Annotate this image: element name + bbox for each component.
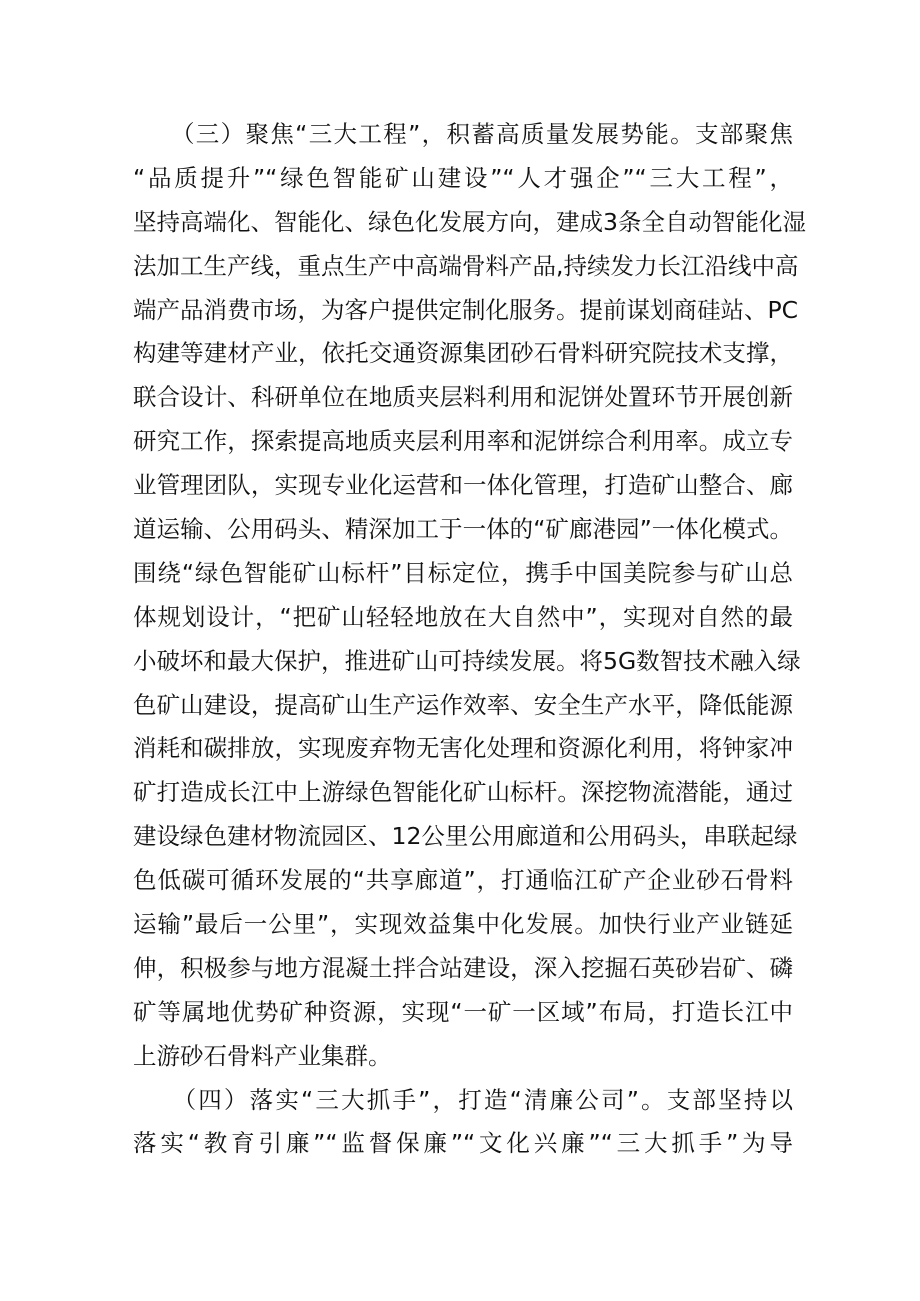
text-line: 业管理团队，实现专业化运营和一体化管理，打造矿山整合、廊 [133,471,793,500]
text-line: 矿打造成长江中上游绿色智能化矿山标杆。深挖物流潜能，通过 [133,778,793,807]
text-line: 研究工作，探索提高地质夹层利用率和泥饼综合利用率。成立专 [133,427,793,456]
text-line: 端产品消费市场，为客户提供定制化服务。提前谋划商硅站、PC [133,295,799,324]
text-line: 运输”最后一公里”，实现效益集中化发展。加快行业产业链延 [133,910,793,939]
text-line: 体规划设计，“把矿山轻轻地放在大自然中”，实现对自然的最 [133,602,793,631]
paragraph-end-line: 上游砂石骨料产业集群。 [133,1041,392,1070]
text-line: 道运输、公用码头、精深加工于一体的“矿廊港园”一体化模式。 [133,515,793,544]
text-line: 坚持高端化、智能化、绿色化发展方向，建成3条全自动智能化湿 [133,207,806,236]
text-line: 法加工生产线，重点生产中高端骨料产品,持续发力长江沿线中高 [133,251,799,280]
text-line: 围绕“绿色智能矿山标杆”目标定位，携手中国美院参与矿山总 [133,558,793,587]
paragraph-3-heading-line: （三）聚焦“三大工程”，积蓄高质量发展势能。支部聚焦 [133,120,793,148]
text-line: 色矿山建设，提高矿山生产运作效率、安全生产水平，降低能源 [133,690,793,719]
text-line: 消耗和碳排放，实现废弃物无害化处理和资源化利用，将钟家冲 [133,734,793,763]
text-line: 色低碳可循环发展的“共享廊道”，打通临江矿产企业砂石骨料 [133,866,793,895]
text-line: 伸，积极参与地方混凝土拌合站建设，深入挖掘石英砂岩矿、磷 [133,953,793,982]
text-line: 建设绿色建材物流园区、12公里公用廊道和公用码头，串联起绿 [133,822,798,851]
paragraph-4-heading-line: （四）落实“三大抓手”，打造“清廉公司”。支部坚持以 [133,1085,793,1114]
text-line: 小破坏和最大保护，推进矿山可持续发展。将5G数智技术融入绿 [133,646,801,675]
text-line: 构建等建材产业，依托交通资源集团砂石骨料研究院技术支撑， [133,339,793,368]
text-line: “品质提升”“绿色智能矿山建设”“人才强企”“三大工程”， [133,163,793,192]
text-line: 落实“教育引廉”“监督保廉”“文化兴廉”“三大抓手”为导 [133,1129,793,1158]
text-line: 联合设计、科研单位在地质夹层料利用和泥饼处置环节开展创新 [133,383,793,412]
text-line: 矿等属地优势矿种资源，实现“一矿一区域”布局，打造长江中 [133,997,793,1026]
body-text [133,113,806,1166]
